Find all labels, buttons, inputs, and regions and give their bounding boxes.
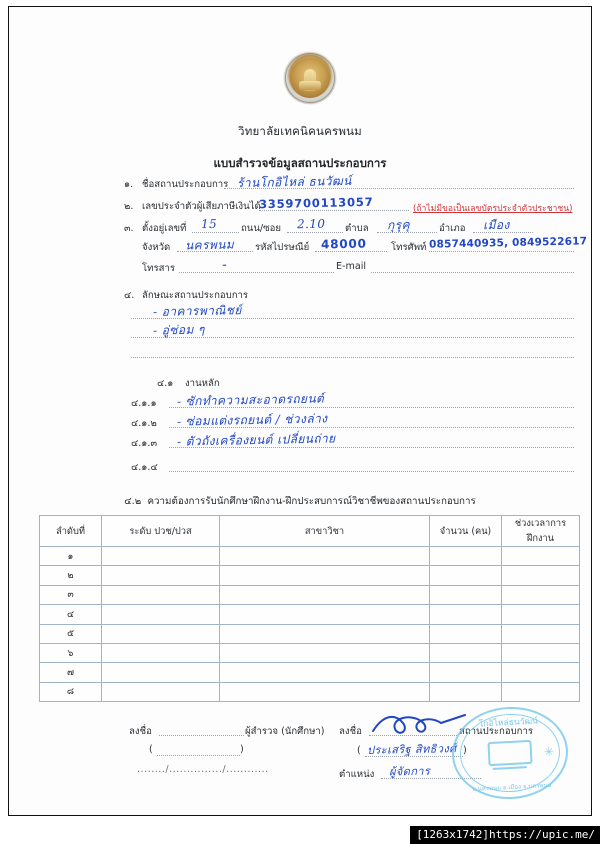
cell-period [502,663,580,682]
cell-order: ๘ [40,682,102,701]
item3-value-phone: 0857440935, 0849522617 [428,235,588,251]
item413-number: ๔.๑.๓ [131,438,158,449]
cell-count [430,585,502,604]
item3-dots-phone [429,251,574,252]
left-name-dotline [157,755,240,756]
cell-order: ๖ [40,643,102,662]
item2-value: 3359700113057 [258,194,374,212]
cell-count [430,547,502,566]
col-header-major: สาขาวิชา [220,516,430,547]
item42-number: ๔.๒ [124,496,142,507]
left-date-line: ......../.............../............ [137,764,269,775]
cell-count [430,682,502,701]
table-row [40,682,580,701]
cell-major [220,643,430,662]
cell-major [220,585,430,604]
stamp-top-text: โกอิไหล่ธนวัฒน์ [478,716,539,730]
seal-figure-icon [304,69,316,91]
item3-label-address-no: ตั้งอยู่เลขที่ [142,223,187,234]
item3-label-phone: โทรศัพท์ [391,242,427,253]
item3-dots-fax [179,272,334,273]
left-name-close: ) [240,744,244,755]
item3-value-province: นครพนม [184,237,235,253]
cell-level [102,663,220,682]
table-row [40,663,580,682]
left-sign-role: ผู้สำรวจ (นักศึกษา) [245,726,325,737]
item3-value-road: 2.10 [296,216,326,232]
table-row [40,624,580,643]
cell-order: ๒ [40,566,102,585]
cell-level [102,605,220,624]
stamp-bottom-text: บ.นครพนม อ.เมือง จ.นครพนม [471,781,552,794]
right-position-value: ผู้จัดการ [388,764,431,779]
table-header-row [40,516,580,547]
cell-major [220,682,430,701]
internship-demand-table [39,515,580,702]
cell-level [102,547,220,566]
cell-level [102,566,220,585]
form-title: แบบสำรวจข้อมูลสถานประกอบการ [213,156,387,170]
col-header-period: ช่วงเวลาการฝึกงาน [502,516,580,547]
left-sign-dotline [159,735,244,736]
cell-count [430,624,502,643]
cell-count [430,605,502,624]
cell-order: ๕ [40,624,102,643]
cell-major [220,624,430,643]
college-seal-icon [284,52,336,104]
left-name-open: ( [149,744,153,755]
right-position-label: ตำแหน่ง [339,769,375,780]
item42-label: ความต้องการรับนักศึกษาฝึกงาน-ฝึกประสบการณ์วิชาชีพของสถานประกอบการ [147,496,476,507]
table-row [40,605,580,624]
cell-count [430,566,502,585]
item41-number: ๔.๑ [157,378,174,389]
item3-value-amphoe: เมือง [482,217,510,233]
item3-label-amphoe: อำเภอ [439,223,466,234]
item412-number: ๔.๑.๒ [131,418,157,429]
table-row [40,643,580,662]
item3-value-fax: - [221,256,228,274]
item4-dotline-3 [131,357,574,358]
company-stamp-icon [450,704,571,802]
cell-level [102,682,220,701]
cell-major [220,547,430,566]
right-name-open: ( [357,745,361,756]
cell-period [502,566,580,585]
stamp-star-icon: ✳ [543,744,555,760]
item3-label-province: จังหวัด [142,242,171,253]
item3-value-tambon: กุรุคุ [386,217,411,233]
scanned-document-sheet [8,6,592,816]
cell-period [502,605,580,624]
item42-heading [9,494,591,509]
item3-value-address-no: 15 [200,216,218,232]
table-row [40,566,580,585]
item413-value: - ตัวถังเครื่องยนต์ เปลี่ยนถ่าย [176,431,336,449]
table-row [40,585,580,604]
cell-order: ๓ [40,585,102,604]
cell-period [502,682,580,701]
item3-label-road: ถนน/ซอย [241,223,282,234]
item414-number: ๔.๑.๔ [131,462,158,473]
item4-value-2: - อู่ซ่อม ๆ [152,322,205,338]
item3-value-postcode: 48000 [320,236,367,252]
cell-count [430,663,502,682]
footer-watermark: [1263x1742]https://upic.me/ [410,826,600,844]
right-sign-role: สถานประกอบการ [459,726,534,737]
paper-surface [9,7,591,815]
cell-count [430,643,502,662]
item3-dots-addressno [192,232,239,233]
cell-order: ๔ [40,605,102,624]
cell-level [102,624,220,643]
organization-name: วิทยาลัยเทคนิคนครพนม [238,124,362,138]
item414-dotline [169,471,574,472]
seal-inner-disc [290,58,330,98]
item3-dots-road [287,232,343,233]
col-header-count: จำนวน (คน) [430,516,502,547]
item41-label: งานหลัก [185,378,220,389]
item1-value: ร้านโกอิไหล่ ธนวัฒน์ [236,173,352,191]
item2-number: ๒. [124,201,134,212]
item2-label: เลขประจำตัวผู้เสียภาษีเงินได้ [142,201,261,212]
item412-value: - ซ่อมแต่งรถยนต์ / ช่วงล่าง [176,411,328,429]
cell-period [502,643,580,662]
right-sign-label: ลงชื่อ [339,726,362,737]
item1-label: ชื่อสถานประกอบการ [142,179,229,190]
item411-value: - ซักทำความสะอาดรถยนต์ [176,391,325,409]
right-name-close: ) [463,745,467,756]
item3-label-tambon: ตำบล [345,223,369,234]
cell-order: ๗ [40,663,102,682]
cell-major [220,663,430,682]
cell-period [502,585,580,604]
cell-major [220,605,430,624]
truck-stamp-icon [487,740,532,766]
cell-major [220,566,430,585]
table-row [40,547,580,566]
item1-number: ๑. [124,179,134,190]
item3-number: ๓. [124,223,134,234]
item2-note: (ถ้าไม่มีขอเป็นเลขบัตรประจำตัวประชาชน) [413,204,573,214]
item4-number: ๔. [124,290,135,301]
cell-level [102,643,220,662]
item3-dots-email [371,272,574,273]
cell-order: ๑ [40,547,102,566]
item3-label-fax: โทรสาร [142,263,176,274]
item411-number: ๔.๑.๑ [131,398,157,409]
cell-period [502,547,580,566]
left-sign-label: ลงชื่อ [129,726,152,737]
col-header-order: ลำดับที่ [40,516,102,547]
cell-period [502,624,580,643]
item4-label: ลักษณะสถานประกอบการ [142,290,249,301]
item3-label-postcode: รหัสไปรษณีย์ [255,242,310,253]
col-header-level: ระดับ ปวช/ปวส [102,516,220,547]
item4-value-1: - อาคารพาณิชย์ [152,303,242,319]
right-name-value: ประเสริฐ สิทธิวงศ์ [366,742,457,757]
cell-level [102,585,220,604]
table-body [40,547,580,702]
item3-label-email: E-mail [336,261,367,272]
